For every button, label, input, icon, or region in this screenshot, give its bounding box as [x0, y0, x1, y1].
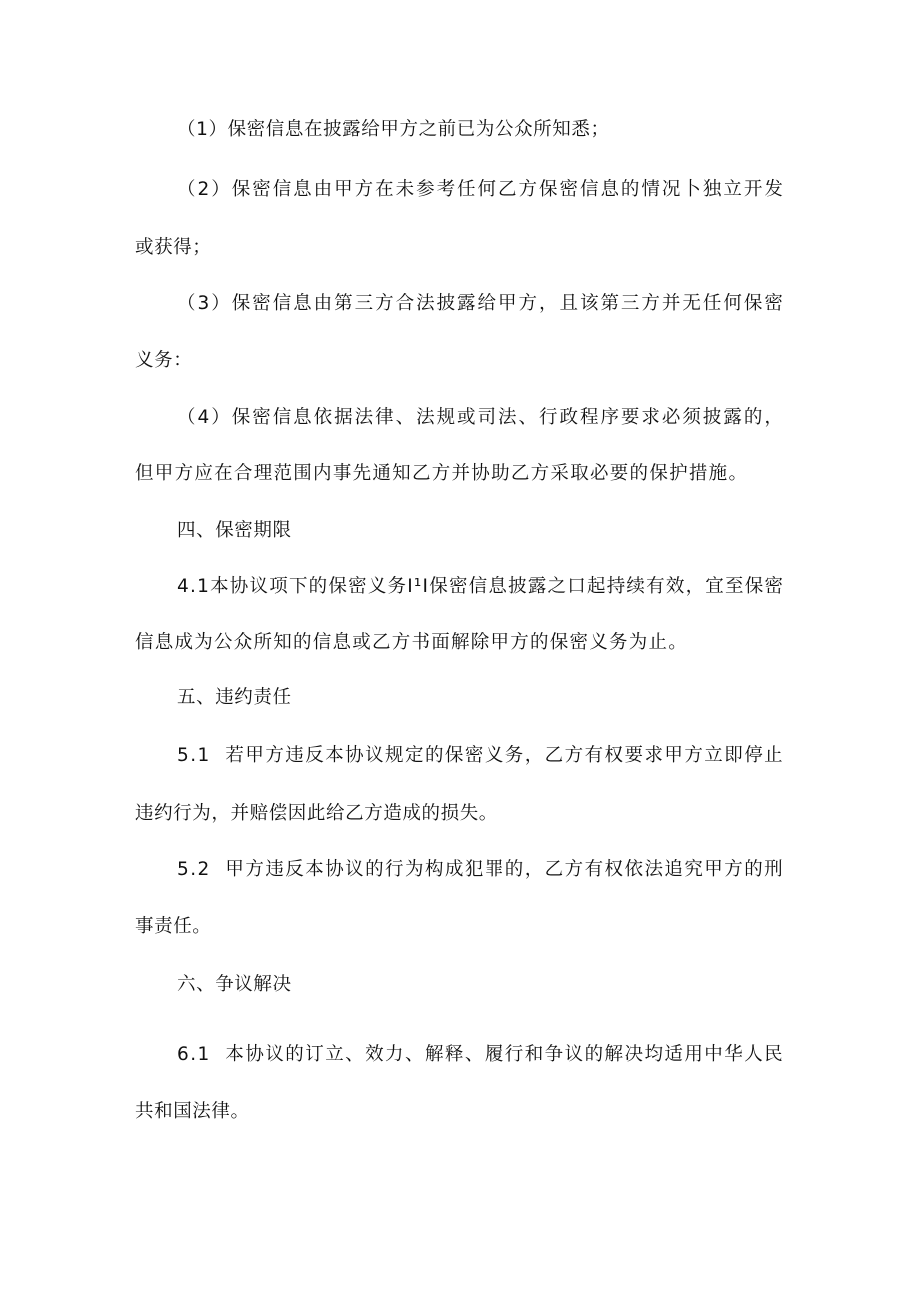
section-6-heading: 六、争议解决 [177, 974, 292, 995]
clause-3-item-2-line-1: （ 2 ） 保 密 信 息 由 甲 方 在 未 参 考 任 何 乙 方 保 密 信 息 的 情 况 卜 独 立 开 发 [177, 179, 783, 200]
section-4-heading: 四、保密期限 [177, 520, 292, 541]
clause-4-1-line-2: 信 息 成 为 公 众 所 知 的 信 息 或 乙 方 书 面 解 除 甲 方 的 保 密 义 务 为 止 。 [135, 632, 687, 653]
clause-4-1-line-1: 4 . 1 本 协 议 项 下 的 保 密 义 务 I ¹ I 保 密 信 息 披 露 之 口 起 持 续 有 效 ， 宜 至 保 密 [177, 576, 783, 597]
clause-5-1-line-1: 5 . 1 若 甲 方 违 反 本 协 议 规 定 的 保 密 义 务 ， 乙 方 有 权 要 求 甲 方 立 即 停 止 [177, 745, 783, 766]
clause-3-item-3-line-2: 义务： [135, 350, 193, 371]
clause-3-item-4-line-1: （ 4 ） 保 密 信 息 依 据 法 律 、 法 规 或 司 法 、 行 政 程 序 要 求 必 须 披 露 的 ， [177, 407, 783, 428]
section-5-heading: 五、违约责任 [177, 687, 292, 708]
clause-3-item-2-line-2: 或获得； [135, 237, 212, 258]
clause-3-item-4-line-2: 但 甲 方 应 在 合 理 范 围 内 事 先 通 知 乙 方 并 协 助 乙 方 采 取 必 要 的 保 护 措 施 。 [135, 463, 747, 484]
clause-5-2-line-1: 5 . 2 甲 方 违 反 本 协 议 的 行 为 构 成 犯 罪 的 ， 乙 方 有 权 依 法 追 究 甲 方 的 刑 [177, 859, 783, 880]
clause-3-item-3-line-1: （ 3 ） 保 密 信 息 由 第 三 方 合 法 披 露 给 甲 方 ， 且 该 第 三 方 并 无 任 何 保 密 [177, 293, 783, 314]
clause-5-2-line-2: 事责任。 [135, 916, 212, 937]
clause-6-1-line-1: 6 . 1 本 协 议 的 订 立 、 效 力 、 解 释 、 履 行 和 争 议 的 解 决 均 适 用 中 华 人 民 [177, 1044, 783, 1065]
clause-6-1-line-2: 共和国法律。 [135, 1101, 250, 1122]
clause-3-item-1: （1）保密信息在披露给甲方之前已为公众所知悉； [177, 119, 610, 140]
clause-5-1-line-2: 违约行为，并赔偿因此给乙方造成的损失。 [135, 803, 498, 824]
